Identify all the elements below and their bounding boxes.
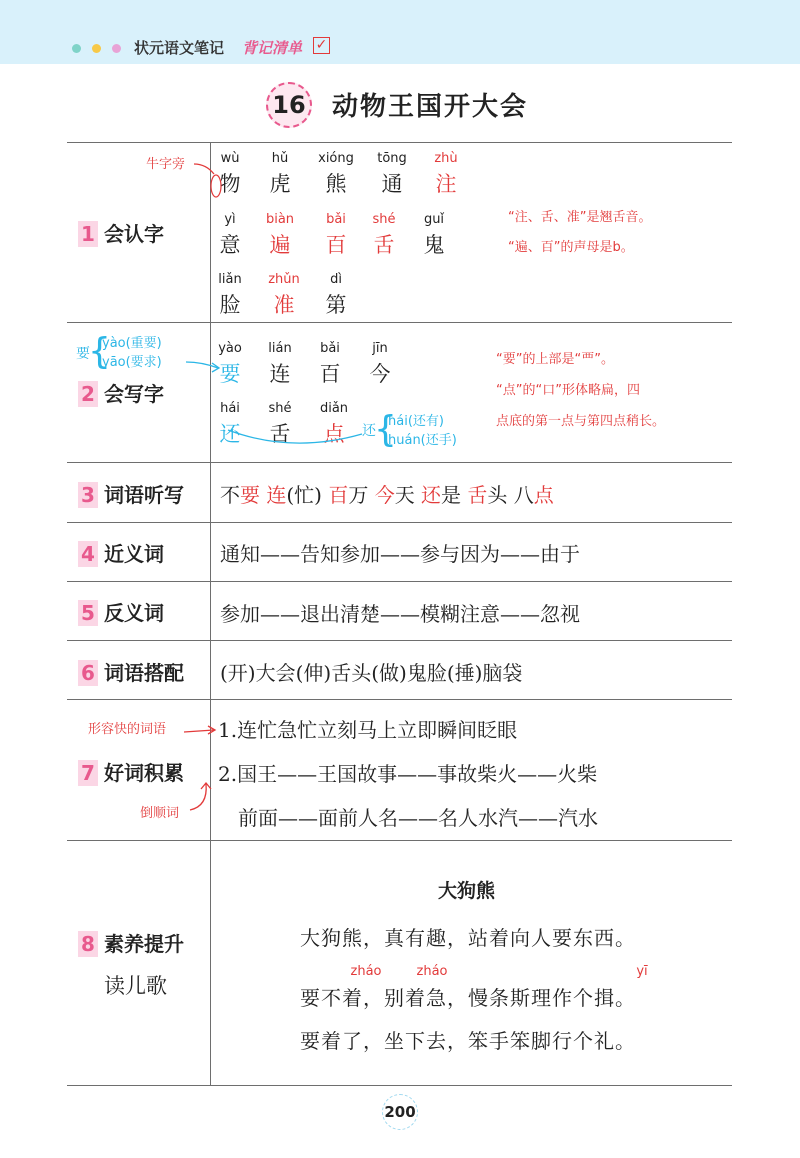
table-rule <box>67 581 732 582</box>
decor-dot <box>92 44 101 53</box>
row-label-dictation <box>78 479 184 508</box>
annotation-note: 点底的第一点与第四点稍长。 <box>496 414 666 429</box>
word-item: 还是 <box>421 483 462 507</box>
pinyin: zháo <box>416 964 448 979</box>
pinyin: liǎn <box>218 272 242 287</box>
brace-icon: { <box>88 331 111 372</box>
row-label-good-words <box>78 757 184 786</box>
pinyin: bǎi <box>326 212 346 227</box>
pinyin: zhù <box>434 151 458 166</box>
antonyms-line <box>220 598 580 627</box>
row-number: 5 <box>78 600 98 626</box>
row-title: 会写字 <box>104 382 164 406</box>
row-title: 反义词 <box>104 601 164 625</box>
word-pair: (捶)脑袋 <box>446 661 523 685</box>
brace-icon: { <box>374 409 397 450</box>
word-pair: 人名——名人 <box>358 806 478 830</box>
annotation-radical: 牛字旁 <box>146 157 186 172</box>
poem-line: 要着了，坐下去，笨手笨脚行个礼。 <box>300 1029 636 1053</box>
table-rule <box>67 322 732 323</box>
annotation-fast: 形容快的词语 <box>88 722 167 737</box>
table-rule <box>67 1085 732 1086</box>
table-rule <box>67 699 732 700</box>
annotation-note: “遍、百”的声母是b。 <box>508 240 634 255</box>
row-title: 近义词 <box>104 542 164 566</box>
word-item: 急忙 <box>277 718 318 742</box>
hanzi: 意 <box>219 233 241 257</box>
word-pair: 通知——告知 <box>220 542 340 566</box>
pinyin: yī <box>636 964 648 979</box>
row-title: 好词积累 <box>104 761 184 785</box>
row-number: 4 <box>78 541 98 567</box>
pinyin: hái <box>220 401 240 416</box>
pinyin: zhǔn <box>268 272 300 287</box>
pinyin: tōng <box>377 151 407 166</box>
annotation-reverse: 倒顺词 <box>140 806 180 821</box>
lesson-title: 动物王国开大会 <box>332 92 529 122</box>
pinyin: hǔ <box>271 151 289 166</box>
annotation-yao-reading: yāo(要求) <box>102 355 162 370</box>
collocations-line <box>220 657 522 686</box>
page-number: 200 <box>382 1094 418 1130</box>
hanzi: 熊 <box>325 172 347 196</box>
word-item: 百万 <box>328 483 369 507</box>
word-item: 立即 <box>397 718 438 742</box>
hanzi: 通 <box>381 172 403 196</box>
pinyin: bǎi <box>320 341 340 356</box>
hanzi: 注 <box>435 172 457 196</box>
word-item: 连(忙) <box>266 483 322 507</box>
word-pair: 故事——事故 <box>357 762 478 786</box>
hanzi: 要 <box>219 362 241 386</box>
arrow-icon <box>186 780 216 814</box>
pinyin: diǎn <box>319 401 349 416</box>
hanzi: 还 <box>219 422 241 446</box>
word-pair: 国王——王国 <box>237 762 358 786</box>
word-pair: (做)鬼脸 <box>371 661 447 685</box>
row-title: 词语听写 <box>104 483 184 507</box>
header-banner <box>0 0 800 64</box>
pinyin: guǐ <box>423 212 445 227</box>
pinyin: yì <box>224 212 236 227</box>
row-label-write <box>78 378 164 407</box>
row-title: 词语搭配 <box>104 661 184 685</box>
word-pair: 注意——忽视 <box>460 602 580 626</box>
good-words-line-1 <box>218 714 517 743</box>
synonyms-line <box>220 538 580 567</box>
hanzi: 今 <box>369 362 391 386</box>
word-pair: 前面——面前 <box>238 806 358 830</box>
annotation-huan-reading: hái(还有) <box>388 414 444 429</box>
hanzi: 百 <box>319 362 341 386</box>
annotation-huan-reading: huán(还手) <box>388 433 457 448</box>
list-prefix: 2. <box>218 762 238 786</box>
annotation-note: “点”的“口”形体略扁，四 <box>496 383 640 398</box>
pinyin: wù <box>220 151 240 166</box>
pinyin: jīn <box>372 341 388 356</box>
row-label-collocations <box>78 657 184 686</box>
list-prefix: 1. <box>218 718 238 742</box>
brand-title: 状元语文笔记 <box>134 39 225 57</box>
hanzi: 物 <box>219 172 241 196</box>
hanzi: 舌 <box>373 233 395 257</box>
row-number: 7 <box>78 760 98 786</box>
hanzi: 准 <box>273 293 295 317</box>
poem-title: 大狗熊 <box>438 880 496 902</box>
word-pair: 水汽——汽水 <box>478 806 598 830</box>
hanzi: 百 <box>325 233 347 257</box>
pinyin: dì <box>330 272 342 287</box>
pinyin: shé <box>268 401 292 416</box>
word-item: 眨眼 <box>477 718 518 742</box>
word-pair: 参加——退出 <box>220 602 340 626</box>
row-number: 1 <box>78 221 98 247</box>
row-label-antonyms <box>78 597 164 626</box>
decor-dot <box>112 44 121 53</box>
pinyin: biàn <box>265 212 295 227</box>
pinyin: lián <box>268 341 292 356</box>
row-number: 2 <box>78 381 98 407</box>
table-rule <box>67 462 732 463</box>
word-pair: 柴火——火柴 <box>477 762 598 786</box>
word-pair: (开)大会 <box>220 661 296 685</box>
hanzi: 舌 <box>269 422 291 446</box>
word-item: 瞬间 <box>437 718 478 742</box>
word-item: 八点 <box>513 483 554 507</box>
pinyin: zháo <box>350 964 382 979</box>
poem-line: 大狗熊，真有趣，站着向人要东西。 <box>300 926 636 950</box>
row-sublabel: 读儿歌 <box>104 974 167 998</box>
hanzi: 点 <box>323 422 345 446</box>
row-title: 素养提升 <box>104 932 184 956</box>
good-words-line-2 <box>218 758 597 787</box>
word-item: 马上 <box>357 718 398 742</box>
row-title: 会认字 <box>104 222 164 246</box>
row-number: 3 <box>78 482 98 508</box>
hanzi: 第 <box>325 293 347 317</box>
annotation-yao-reading: yào(重要) <box>102 336 162 351</box>
pinyin: xióng <box>318 151 354 166</box>
check-icon: ✓ <box>313 37 330 54</box>
annotation-huan-char: 还 <box>362 423 376 439</box>
row-label-recognize <box>78 218 164 247</box>
arrow-icon <box>182 724 222 740</box>
word-item: 连忙 <box>237 718 278 742</box>
good-words-line-3 <box>238 802 598 831</box>
word-item: 今天 <box>374 483 415 507</box>
poem-line: 要不着，别着急，慢条斯理作个揖。 <box>300 986 636 1010</box>
annotation-note: “要”的上部是“覀”。 <box>496 352 614 367</box>
pinyin: yào <box>218 341 242 356</box>
section-title: 背记清单 <box>242 39 303 57</box>
arrow-icon <box>192 160 232 200</box>
hanzi: 脸 <box>219 293 241 317</box>
hanzi: 连 <box>269 362 291 386</box>
lesson-number: 16 <box>266 82 312 128</box>
arrow-icon <box>184 352 224 376</box>
row-number: 6 <box>78 660 98 686</box>
dictation-line <box>220 479 554 508</box>
table-rule <box>67 522 732 523</box>
table-rule <box>67 840 732 841</box>
decor-dot <box>72 44 81 53</box>
table-rule <box>67 142 732 143</box>
annotation-yao-char: 要 <box>76 346 90 362</box>
word-pair: 清楚——模糊 <box>340 602 460 626</box>
hanzi: 鬼 <box>423 233 445 257</box>
row-label-literacy <box>78 928 184 957</box>
hanzi: 虎 <box>269 172 291 196</box>
hanzi: 遍 <box>269 233 291 257</box>
arrow-icon <box>222 424 372 452</box>
word-pair: 因为——由于 <box>460 542 580 566</box>
annotation-note: “注、舌、准”是翘舌音。 <box>508 210 652 225</box>
row-label-synonyms <box>78 538 164 567</box>
word-item: 不要 <box>220 483 260 507</box>
word-pair: (伸)舌头 <box>295 661 372 685</box>
table-rule <box>67 640 732 641</box>
row-number: 8 <box>78 931 98 957</box>
word-pair: 参加——参与 <box>340 542 460 566</box>
word-item: 舌头 <box>467 483 508 507</box>
pinyin: shé <box>372 212 396 227</box>
word-item: 立刻 <box>317 718 358 742</box>
